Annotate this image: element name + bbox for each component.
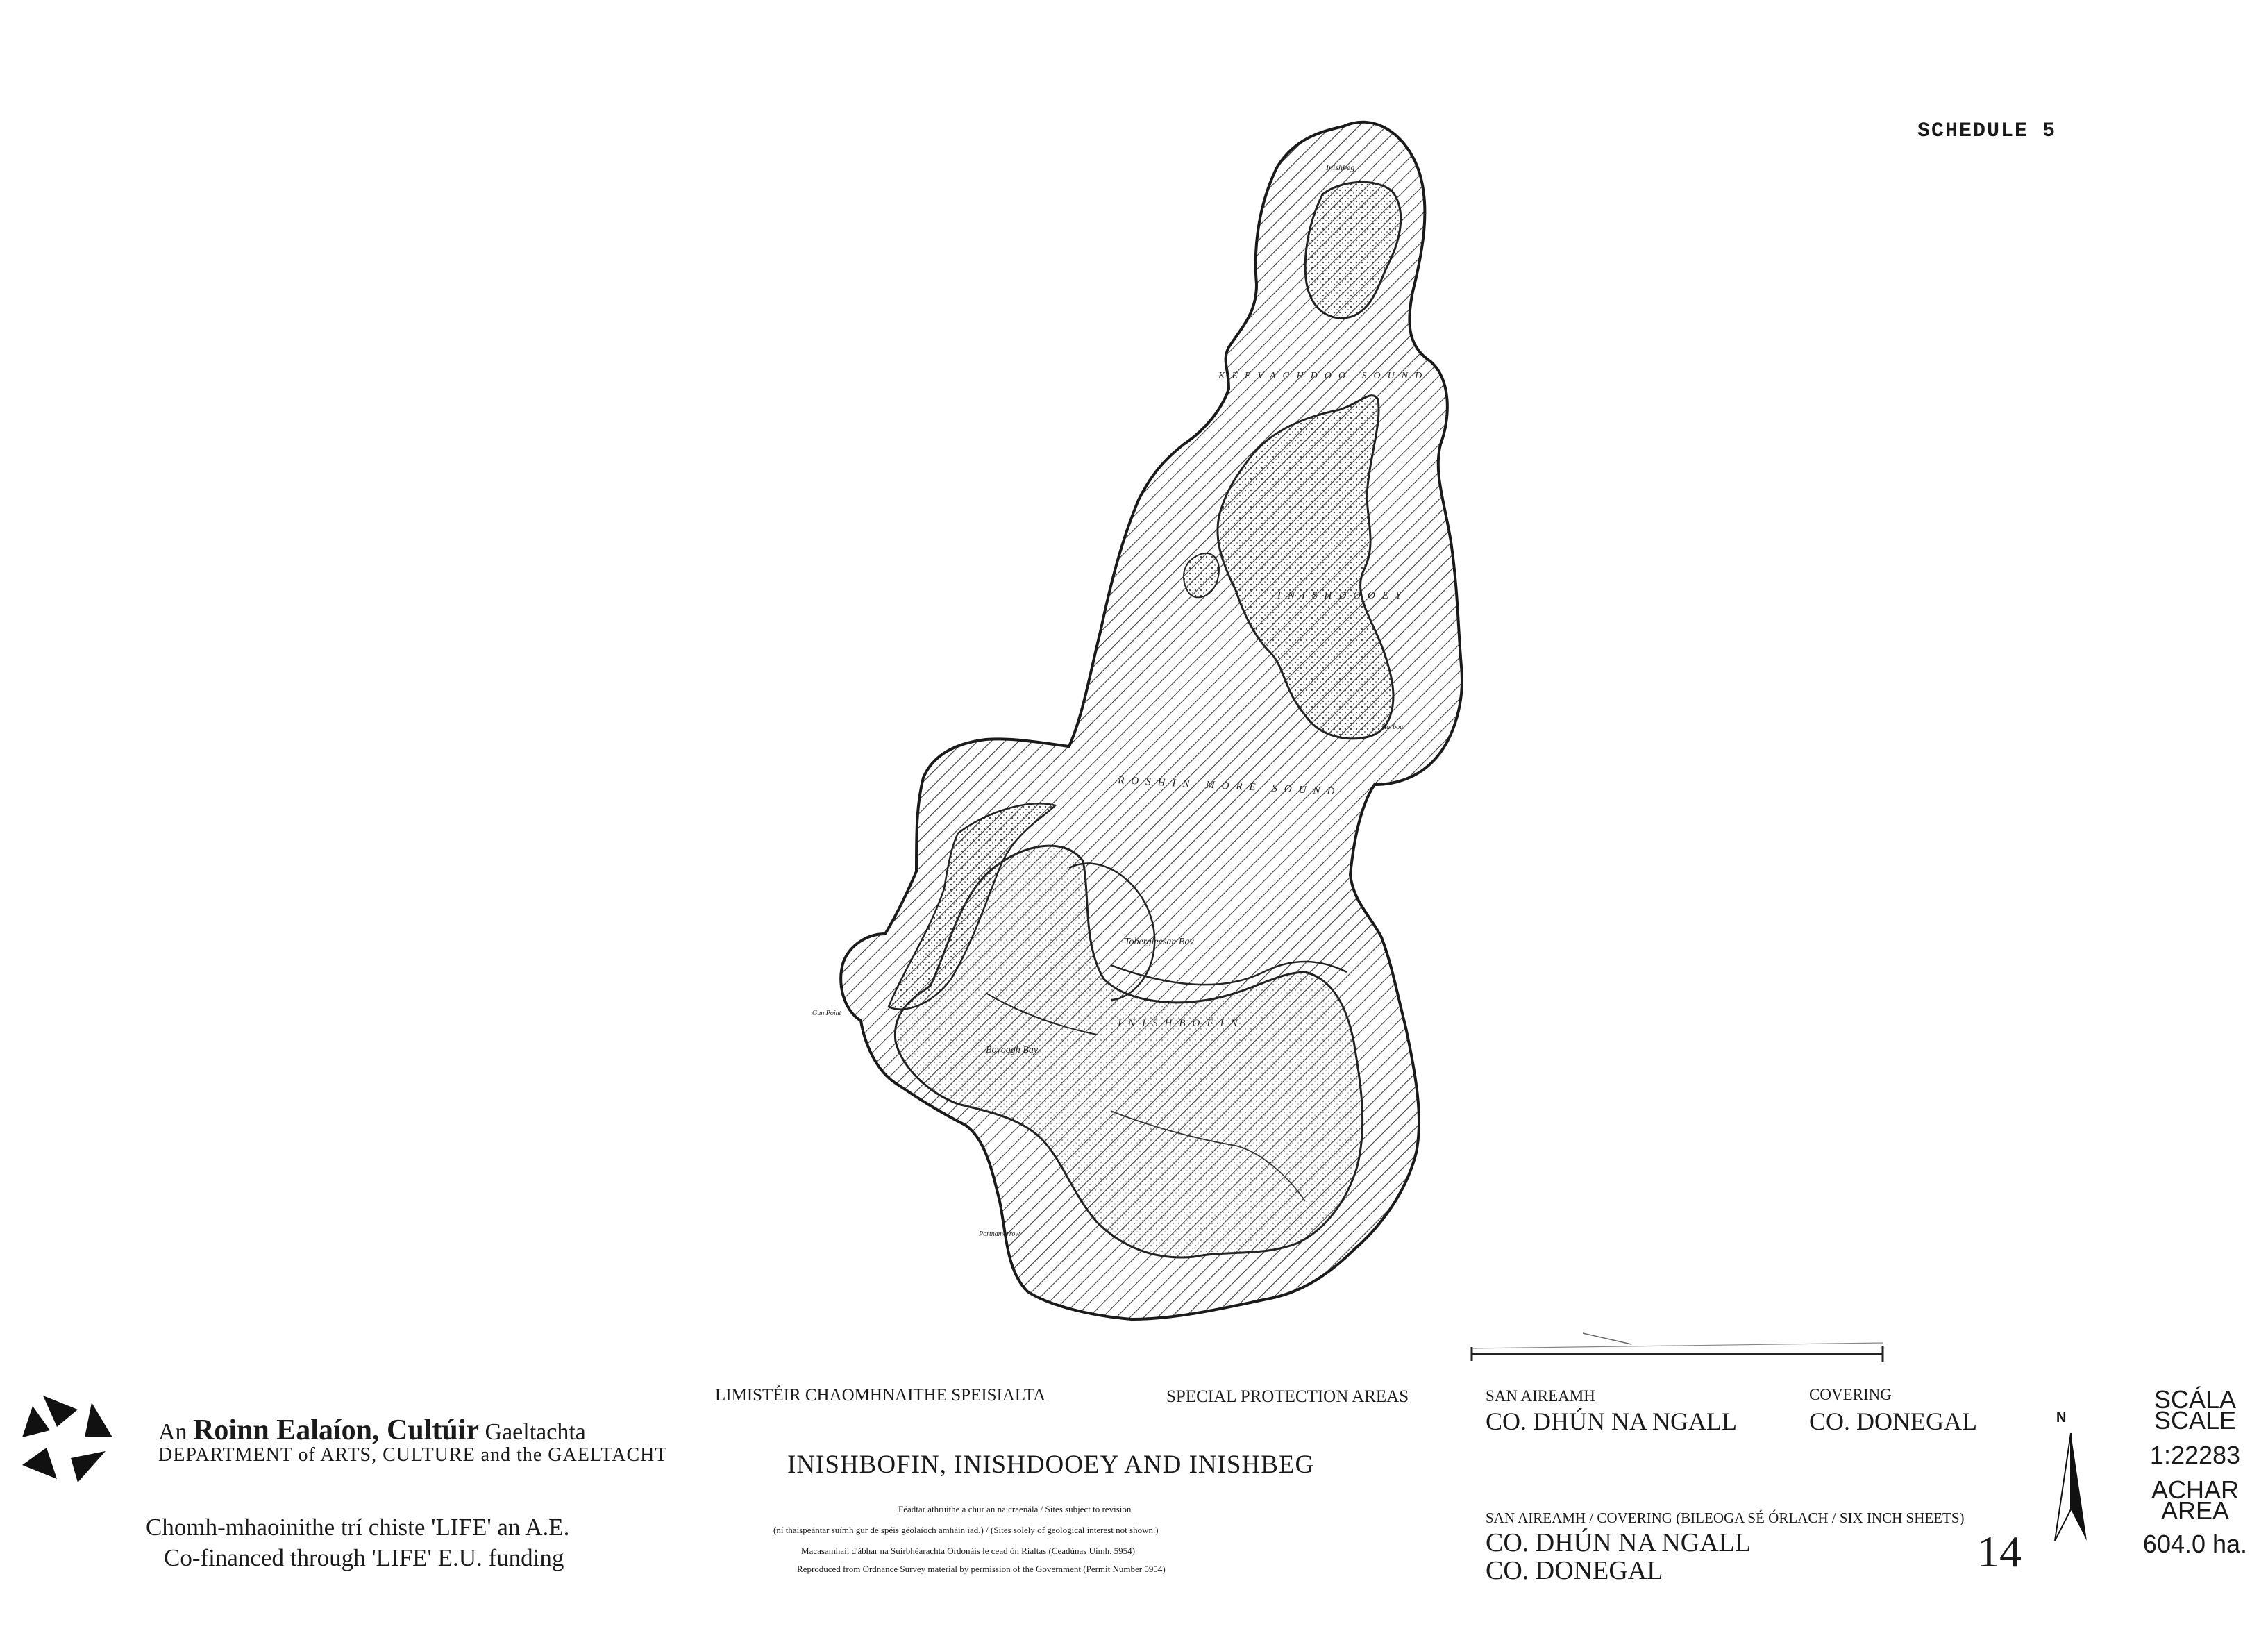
department-logo: [15, 1389, 119, 1486]
department-name-english: DEPARTMENT of ARTS, CULTURE and the GAELTACHT: [158, 1444, 668, 1466]
department-prefix: An: [158, 1419, 187, 1445]
north-arrow-icon: [2051, 1405, 2091, 1544]
label-keevaghdoo-sound: KEEVAGHDOO SOUND: [1218, 371, 1429, 381]
label-gun-point: Gun Point: [812, 1010, 841, 1017]
spa-title-english: SPECIAL PROTECTION AREAS: [1166, 1387, 1409, 1406]
spa-title-irish: LIMISTÉIR CHAOMHNAITHE SPEISIALTA: [715, 1386, 1046, 1405]
label-bovoogh-bay: Bovoogh Bay: [986, 1045, 1039, 1055]
scale-label-irish: SCÁLA: [2153, 1385, 2237, 1414]
scale-bar: [1472, 1333, 1883, 1362]
department-irish-name: Roinn Ealaíon, Cultúir: [193, 1414, 480, 1446]
label-harbour: Harbour: [1381, 724, 1406, 731]
san-aireamh-label: SAN AIREAMH: [1486, 1387, 1595, 1405]
covering-label: COVERING: [1809, 1386, 1892, 1403]
scale-label-english: SCALE: [2153, 1406, 2237, 1435]
covering-value: CO. DONEGAL: [1809, 1407, 1977, 1435]
area-label-english: AREA: [2160, 1496, 2230, 1525]
department-suffix: Gaeltachta: [485, 1419, 586, 1445]
sheets-county-irish: CO. DHÚN NA NGALL: [1486, 1528, 1752, 1557]
sheets-label: SAN AIREAMH / COVERING (BILEOGA SÉ ÓRLACH / SIX INCH SHEETS): [1486, 1509, 1965, 1526]
scale-value: 1:22283: [2149, 1441, 2241, 1469]
north-label: N: [2056, 1410, 2067, 1425]
area-label-irish: ACHAR: [2151, 1475, 2240, 1504]
note-revision: Féadtar athruithe a chur an na craenála / Sites subject to revision: [898, 1504, 1132, 1514]
department-name-irish: [158, 1414, 586, 1447]
sheets-county-english: CO. DONEGAL: [1486, 1556, 1663, 1585]
sheet-number: 14: [1977, 1527, 2022, 1576]
san-aireamh-value: CO. DHÚN NA NGALL: [1486, 1407, 1737, 1435]
label-inishbeg: Inishbeg: [1326, 162, 1355, 172]
label-portnamorrow: Portnamorrow: [979, 1230, 1020, 1238]
cofinanced-english: Co-financed through 'LIFE' E.U. funding: [164, 1544, 564, 1571]
label-inishdooey: INISHDOOEY: [1277, 590, 1409, 601]
note-permission-english: Reproduced from Ordnance Survey material by permission of the Government (Permit Number 5954): [797, 1564, 1166, 1574]
cofinanced-irish: Chomh-mhaoinithe trí chiste 'LIFE' an A.E.: [146, 1514, 570, 1541]
label-tobergleesan-bay: Tobergleesan Bay: [1125, 937, 1194, 947]
label-roshin-more-sound: ROSHIN MORE SOUND: [1117, 775, 1342, 798]
schedule-label: SCHEDULE 5: [1917, 119, 2057, 143]
label-inishbofin: INISHBOFIN: [1118, 1018, 1245, 1029]
note-permission-irish: Macasamhail d'ábhar na Suirbhéarachta Ordonáis le cead ón Rialtas (Ceadúnas Uimh. 5954): [801, 1546, 1136, 1556]
site-name: INISHBOFIN, INISHDOOEY AND INISHBEG: [787, 1450, 1315, 1479]
area-value: 604.0 ha.: [2142, 1530, 2248, 1558]
note-geological: (ní thaispeántar suímh gur de spéis géolaíoch amháin iad.) / (Sites solely of geological interest not shown.): [773, 1525, 1159, 1535]
